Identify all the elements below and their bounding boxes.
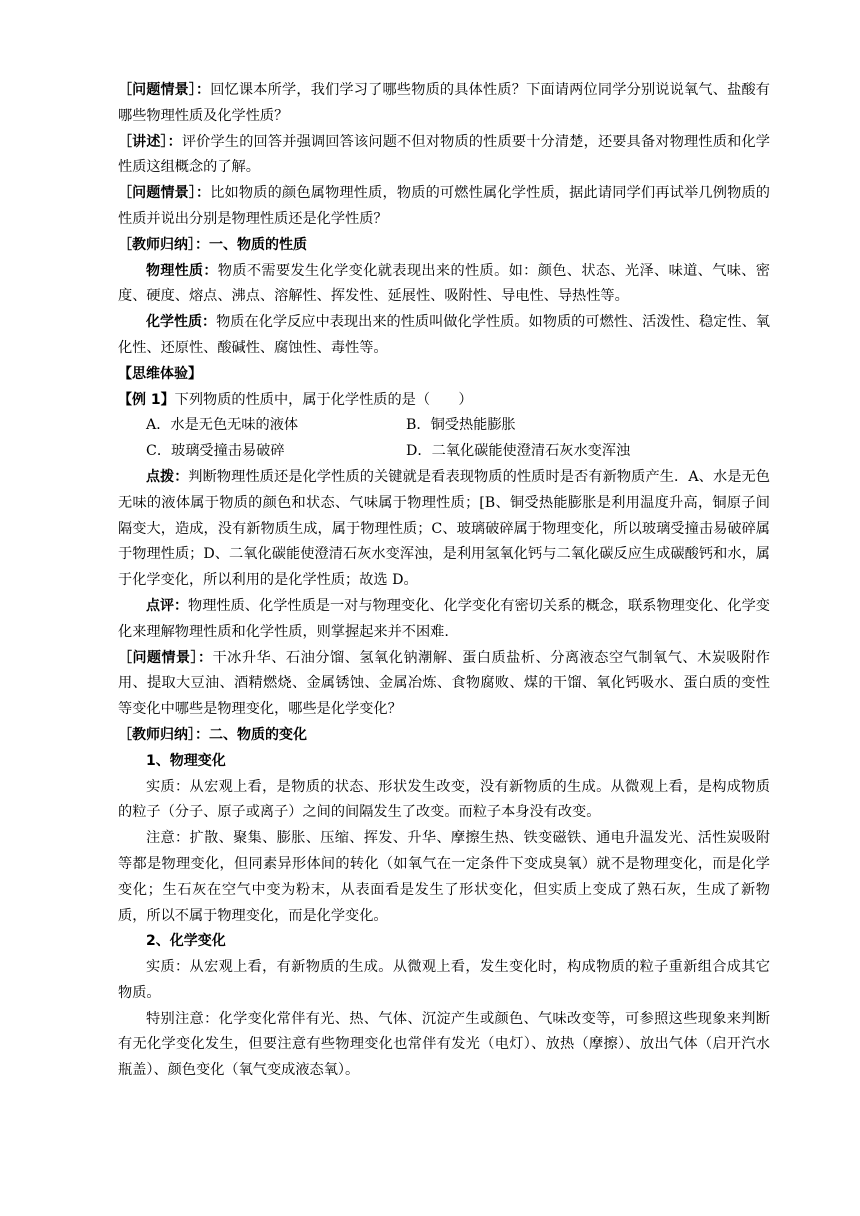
section-label: ［问题情景］：	[118, 185, 211, 202]
paragraph-question-2	[118, 181, 770, 233]
paragraph-text: 评价学生的回答并强调回答该问题不但对物质的性质要十分清楚，还要具备对物理性质和化学性质这组概念的了解。	[118, 133, 770, 176]
example-label: 【例 1】	[118, 391, 175, 408]
paragraph-text: 实质：从宏观上看，有新物质的生成。从微观上看，发生变化时，构成物质的粒子重新组合成其它物质。	[118, 959, 770, 1001]
heading-changes	[118, 723, 770, 749]
section-heading: ［教师归纳］：二、物质的变化	[118, 726, 307, 743]
paragraph-hint	[118, 465, 770, 594]
term-label: 化学性质：	[146, 314, 217, 331]
section-label: ［问题情景］：	[118, 649, 213, 666]
option-a: A．水是无色无味的液体	[146, 417, 299, 434]
paragraph-comment	[118, 594, 770, 646]
section-label: ［问题情景］：	[118, 82, 211, 98]
paragraph-chemical-note	[118, 1007, 770, 1084]
option-d: D．二氧化碳能使澄清石灰水变浑浊	[406, 443, 631, 460]
example-question	[118, 388, 770, 414]
section-heading: 【思维体验】	[118, 365, 202, 382]
paragraph-text: 实质：从宏观上看，是物质的状态、形状发生改变，没有新物质的生成。从微观上看，是构成物质的粒子（分子、原子或离子）之间的间隔发生了改变。而粒子本身没有改变。	[118, 778, 770, 821]
paragraph-chemical-property	[118, 310, 770, 362]
document-body	[118, 78, 770, 1084]
term-label: 点拨：	[146, 468, 189, 485]
paragraph-physical-property	[118, 259, 770, 311]
section-heading: ［教师归纳］：一、物质的性质	[118, 236, 307, 253]
paragraph-text: 比如物质的颜色属物理性质，物质的可燃性属化学性质，据此请同学们再试举几例物质的性质并说出分别是物理性质还是化学性质？	[118, 185, 770, 227]
term-label: 点评：	[146, 597, 189, 614]
paragraph-physical-essence	[118, 775, 770, 827]
heading-properties	[118, 233, 770, 259]
paragraph-physical-note	[118, 826, 770, 929]
paragraph-chemical-essence	[118, 955, 770, 1007]
subsection-heading: 1、物理变化	[146, 752, 226, 769]
paragraph-text: 物质不需要发生化学变化就表现出来的性质。如：颜色、状态、光泽、味道、气味、密度、硬度、熔点、沸点、溶解性、挥发性、延展性、吸附性、导电性、导热性等。	[118, 262, 770, 305]
heading-physical-change	[118, 749, 770, 775]
paragraph-text: 干冰升华、石油分馏、氢氧化钠潮解、蛋白质盐析、分离液态空气制氧气、木炭吸附作用、提取大豆油、酒精燃烧、金属锈蚀、金属冶炼、食物腐败、煤的干馏、氧化钙吸水、蛋白质的变性等变化中哪些是物理变化，哪些是化学变化？	[118, 649, 770, 718]
option-b: B．铜受热能膨胀	[406, 417, 516, 434]
paragraph-text: 物质在化学反应中表现出来的性质叫做化学性质。如物质的可燃性、活泼性、稳定性、氧化性、还原性、酸碱性、腐蚀性、毒性等。	[118, 314, 770, 356]
heading-thinking	[118, 362, 770, 388]
term-label: 物理性质：	[146, 262, 218, 279]
heading-chemical-change	[118, 929, 770, 955]
option-c: C．玻璃受撞击易破碎	[146, 443, 285, 460]
paragraph-text: 物理性质、化学性质是一对与物理变化、化学变化有密切关系的概念，联系物理变化、化学变化来理解物理性质和化学性质，则掌握起来并不困难.	[118, 597, 770, 640]
question-text: 下列物质的性质中，属于化学性质的是（ ）	[174, 391, 473, 408]
paragraph-question-1	[118, 78, 770, 130]
paragraph-text: 回忆课本所学，我们学习了哪些物质的具体性质？下面请两位同学分别说说氧气、盐酸有哪些物理性质及化学性质？	[118, 82, 770, 124]
paragraph-question-3	[118, 646, 770, 723]
paragraph-explain	[118, 130, 770, 182]
subsection-heading: 2、化学变化	[146, 933, 226, 950]
paragraph-text: 判断物理性质还是化学性质的关键就是看表现物质的性质时是否有新物质产生．A、水是无色无味的液体属于物质的颜色和状态、气味属于物理性质；[B、铜受热能膨胀是利用温度升高，铜原子间隔变大，造成，没有新物质生成，属于物理性质；C、玻璃破碎属于物理变化，所以玻璃受撞击易破碎属于物理性质；D、二氧化碳能使澄清石灰水变浑浊，是利用氢氧化钙与二氧化碳反应生成碳酸钙和水，属于化学变化，所以利用的是化学性质；故选 D。	[118, 468, 770, 589]
paragraph-text: 特别注意：化学变化常伴有光、热、气体、沉淀产生或颜色、气味改变等，可参照这些现象来判断有无化学变化发生，但要注意有些物理变化也常伴有发光（电灯）、放热（摩擦）、放出气体（启开汽水瓶盖）、颜色变化（氧气变成液态氧）。	[118, 1010, 770, 1079]
section-label: ［讲述］：	[118, 133, 182, 150]
answer-options	[118, 413, 770, 465]
paragraph-text: 注意：扩散、聚集、膨胀、压缩、挥发、升华、摩擦生热、铁变磁铁、通电升温发光、活性炭吸附等都是物理变化，但同素异形体间的转化（如氧气在一定条件下变成臭氧）就不是物理变化，而是化学变化；生石灰在空气中变为粉末，从表面看是发生了形状变化，但实质上变成了熟石灰，生成了新物质，所以不属于物理变化，而是化学变化。	[118, 830, 770, 924]
